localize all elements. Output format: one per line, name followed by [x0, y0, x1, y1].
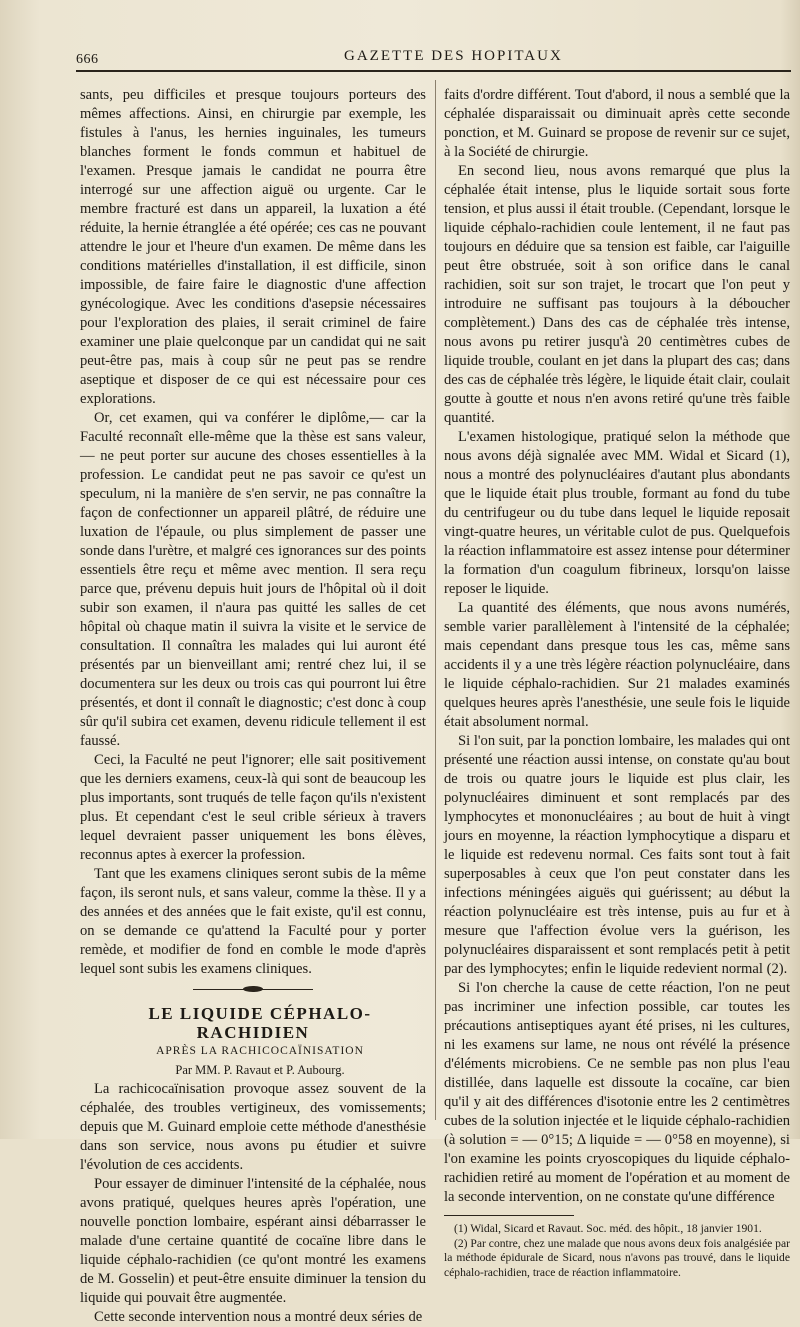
footnote: (2) Par contre, chez une malade que nous avons deux fois analgésiée par la méthode épidurale de Sicard, nous n'avons pas trouvé, dans le liquide céphalo-rachidien, trace de réaction inflammatoire. — [444, 1236, 790, 1279]
article-authors: Par MM. P. Ravaut et P. Aubourg. — [175, 1063, 345, 1077]
running-title: GAZETTE DES HOPITAUX — [344, 48, 563, 64]
article-title: LE LIQUIDE CÉPHALO-RACHIDIEN — [148, 1004, 372, 1042]
body-paragraph: Si l'on suit, par la ponction lombaire, les malades qui ont présenté une réaction aussi intense, on constate qu'au bout de trois ou quatre jours le liquide est plus clair, les polynucléaires diminuent et sont remplacés par des lymphocytes et mononucléaires ; au bout de huit à vingt jours en moyenne, la réaction lymphocytique a disparu et le liquide est redevenu normal. Ces faits sont tout à fait superposables à ceux que l'on peut constater dans les infections méningées aiguës qui guérissent; au début la réaction polynucléaire est très intense, puis au fur et à mesure que l'affection évolue vers la guérison, les polynucléaires disparaissent et sont remplacés petit à petit par des lymphocytes; enfin le liquide redevient normal (2). — [444, 733, 790, 977]
column-divider — [435, 80, 436, 1120]
body-paragraph: faits d'ordre différent. Tout d'abord, il nous a semblé que la céphalée disparaissait ou diminuait après cette seconde ponction, et M. Guinard se propose de revenir sur ce sujet, à la Société de chirurgie. — [444, 87, 790, 160]
article-paragraph: Pour essayer de diminuer l'intensité de la céphalée, nous avons pratiqué, quelques heures après l'opération, une nouvelle ponction lombaire, espérant ainsi débarrasser le malade d'une certaine quantité de cocaïne libre dans le liquide céphalo-rachidien (ce qu'ont montré les examens de M. Gosselin) et peut-être ensuite diminuer la tension du liquide qui pouvait être augmentée. — [80, 1176, 426, 1306]
body-paragraph: Or, cet examen, qui va conférer le diplôme,— car la Faculté reconnaît elle-même que la thèse est sans valeur, — ne peut porter sur aucune des choses essentielles à la profession. Le candidat peut ne pas savoir ce qu'est un speculum, ni la manière de s'en servir, ne pas connaître la façon de confectionner un appareil plâtré, de réduire une luxation de l'épaule, ou plus simplement de passer une sonde dans l'urètre, et malgré ces ignorances sur des points essentiels être reçu et même avec mention. Il sera reçu parce que, prévenu depuis huit jours de l'hôpital où il doit subir son examen, il n'aura pas quitté les salles de cet hôpital où chaque matin il suivra la visite et le service de consultation. Il connaîtra les malades qui lui auront été présentés par un bienveillant ami; rentré chez lui, il se documentera sur les deux ou trois cas qui pourront lui être présentés, et dont il connaît le diagnostic; c'est donc à coup sûr qu'il subira cet examen, devenu ridicule tellement il est faussé. — [80, 410, 426, 749]
separator-ornament — [243, 986, 263, 992]
article-paragraph: La rachicocaïnisation provoque assez souvent de la céphalée, des troubles vertigineux, des vomissements; depuis que M. Guinard emploie cette méthode d'anesthésie dans son service, nous avons pu étudier et suivre l'évolution de ces accidents. — [80, 1081, 426, 1173]
section-separator — [193, 989, 313, 990]
right-column — [444, 86, 790, 1280]
body-paragraph: Si l'on cherche la cause de cette réaction, l'on ne peut pas incriminer une infection possible, car toutes les précautions antiseptiques ayant été prises, ni les cultures, ni les examens sur lame, ne nous ont révélé la présence d'éléments microbiens. Ce ne semble pas non plus l'eau distillée, dans laquelle est dissoute la cocaïne, car bien qu'il y ait des différences d'isotonie entre les 2 centimètres cubes de la solution injectée et le liquide céphalo-rachidien (à solution = — 0°15; Δ liquide = — 0°58 en moyenne), si l'on examine les points cryoscopiques du liquide céphalo-rachidien retiré au moment de l'opération et au moment de la seconde intervention, on ne constate qu'une différence — [444, 980, 790, 1205]
footnotes — [444, 1222, 790, 1280]
body-paragraph: L'examen histologique, pratiqué selon la méthode que nous avons déjà signalée avec MM. Widal et Sicard (1), nous a montré des polynucléaires d'autant plus abondants que le liquide était plus trouble, formant au fond du tube du centrifugeur ou du tube dans lequel le liquide reposait vingt-quatre heures, un véritable culot de pus. Quelquefois la réaction inflammatoire est assez intense pour déterminer la formation d'un coagulum fibrineux, lorsqu'on laisse reposer le liquide. — [444, 429, 790, 597]
page-number: 666 — [76, 52, 99, 67]
body-paragraph: sants, peu difficiles et presque toujours porteurs des mêmes affections. Ainsi, en chirurgie par exemple, les fistules à l'anus, les hernies inguinales, les tumeurs blanches forment le fonds commun et habituel de l'examen. Presque jamais le candidat ne pourra être interrogé sur une affection aiguë ou urgente. Car le membre fracturé est dans un appareil, la luxation a été réduite, la hernie étranglée a été opérée; ces cas ne pouvant attendre le jour et l'heure d'un examen. De même dans les conditions matérielles d'installation, il est difficile, sinon impossible, de faire faire le diagnostic d'une affection gynécologique. Avec les conditions d'asepsie nécessaires pour l'exploration des plaies, il serait criminel de faire examiner une plaie quelconque par un candidat qui ne sait peut-être pas, mais à coup sûr ne peut pas se rendre aseptique et disposer de ce qui est nécessaire pour ces explorations. — [80, 87, 426, 407]
body-paragraph: Ceci, la Faculté ne peut l'ignorer; elle sait positivement que les derniers examens, ceux-là qui sont de beaucoup les plus importants, sont truqués de telle façon qu'ils n'existent plus. Et cependant c'est le seul crible sérieux à travers lequel devraient passer uniquement les bons élèves, reconnus aptes à exercer la profession. — [80, 752, 426, 863]
article-paragraph: Cette seconde intervention nous a montré deux séries de — [94, 1309, 423, 1325]
left-column — [80, 86, 426, 1327]
footnote-rule — [444, 1215, 574, 1216]
body-paragraph: En second lieu, nous avons remarqué que plus la céphalée était intense, plus le liquide sortait sous forte tension, et plus aussi il était trouble. (Cependant, lorsque le liquide céphalo-rachidien coule lentement, il ne faut pas toujours en déduire que sa tension est faible, car l'aiguille peut être obstruée, soit à son orifice dans le canal rachidien, soit sur son trajet, le trocart que l'on peut y introduire ne suffisant pas toujours à la déboucher complètement.) Dans des cas de céphalée très intense, nous avons pu retirer jusqu'à 20 centimètres cubes de liquide trouble, coulant en jet dans la plupart des cas; dans des cas de céphalée très légère, le liquide était clair, coulait goutte à goutte et nous n'en avons retiré qu'une très faible quantité. — [444, 163, 790, 426]
header-rule — [76, 70, 791, 72]
article-subtitle: APRÈS LA RACHICOCAÏNISATION — [156, 1045, 364, 1057]
footnote: (1) Widal, Sicard et Ravaut. Soc. méd. des hôpit., 18 janvier 1901. — [454, 1222, 762, 1235]
page-header — [76, 45, 791, 67]
body-paragraph: Tant que les examens cliniques seront subis de la même façon, ils seront nuls, et sans valeur, comme la thèse. Il y a des années et des années que le fait existe, qu'il est connu, on se demande ce qu'attend la Faculté pour y porter remède, et modifier de fond en comble le mode d'après lequel sont subis les examens cliniques. — [80, 866, 426, 977]
body-paragraph: La quantité des éléments, que nous avons numérés, semble varier parallèlement à l'intensité de la céphalée; mais cependant dans presque tous les cas, même sans accidents il y a une très légère réaction polynucléaire, dans le liquide céphalo-rachidien. Sur 21 malades examinés quelques heures après l'anesthésie, une seule fois le liquide était absolument normal. — [444, 600, 790, 730]
